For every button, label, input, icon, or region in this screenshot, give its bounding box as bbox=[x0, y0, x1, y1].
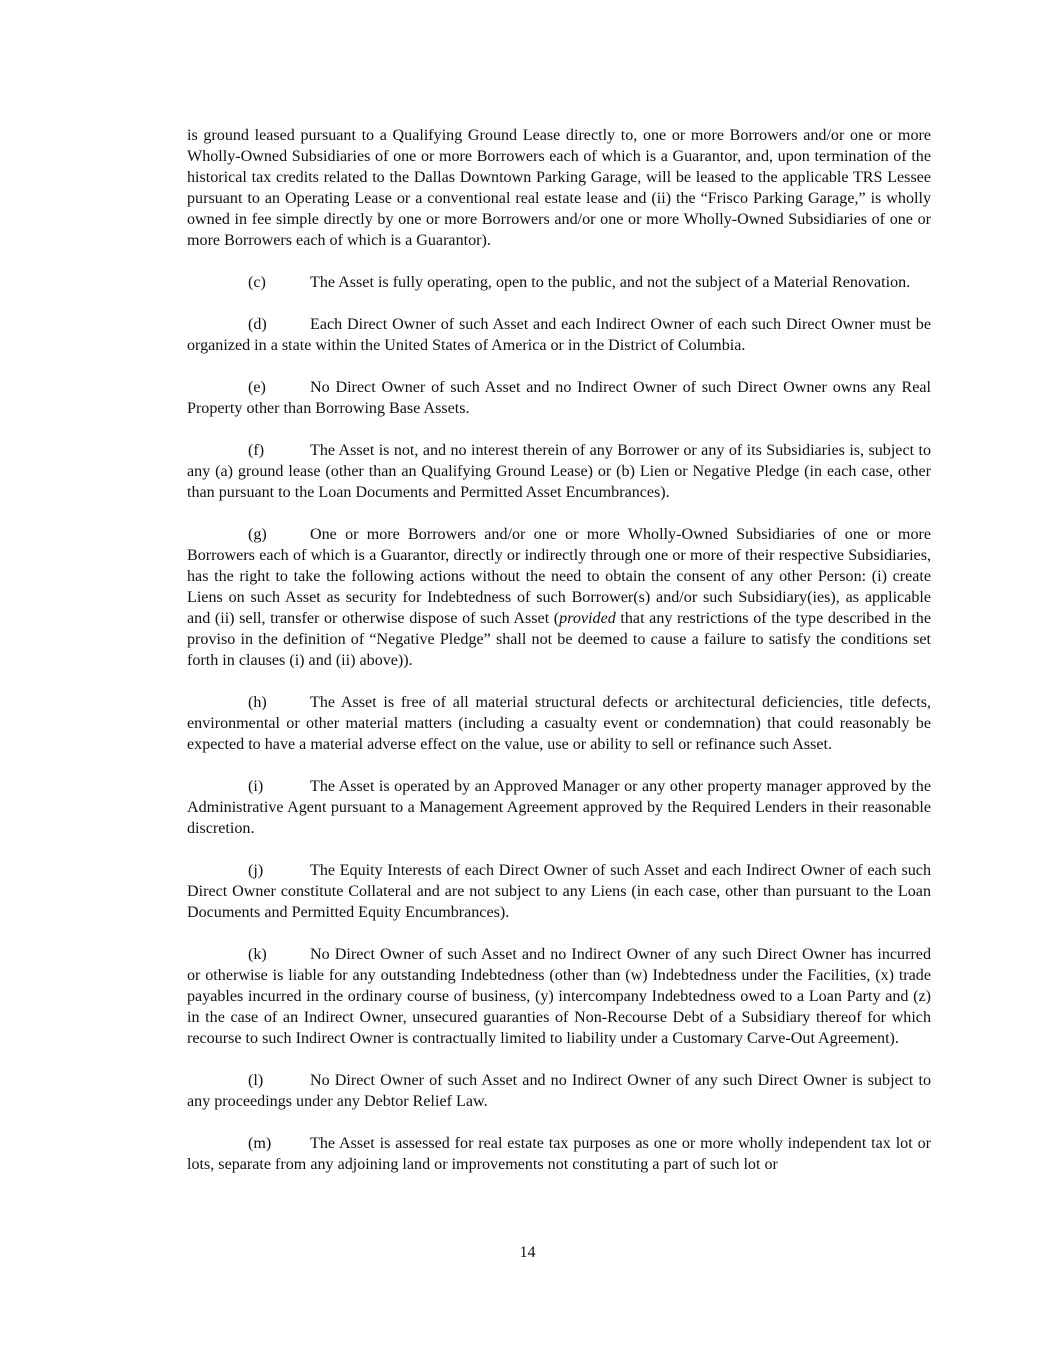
clause-m bbox=[187, 1133, 931, 1175]
clause-text: The Asset is not, and no interest therein of any Borrower or any of its Subsidiaries is, subject to any (a) ground lease (other than an Qualifying Ground Lease) or (b) Lien or Negative Pledge (in each case, other than pursuant to the Loan Documents and Permitted Asset Encumbrances). bbox=[187, 442, 931, 501]
clause-marker: (k) bbox=[248, 946, 267, 963]
clause-marker: (e) bbox=[248, 379, 266, 396]
clause-l bbox=[187, 1070, 931, 1112]
clause-g bbox=[187, 524, 931, 671]
clause-text: Each Direct Owner of such Asset and each Indirect Owner of each such Direct Owner must be organized in a state within the United States of America or in the District of Columbia. bbox=[187, 316, 931, 354]
clause-d bbox=[187, 314, 931, 356]
page-number: 14 bbox=[519, 1244, 536, 1261]
clause-marker: (f) bbox=[248, 442, 265, 459]
clause-j bbox=[187, 860, 931, 923]
clause-text-continued: that any restrictions of the type described in the proviso in the definition of “Negative Pledge” shall not be deemed to cause a failure to satisfy the conditions set forth in clauses (i) and (ii) above)). bbox=[187, 610, 931, 669]
clause-h bbox=[187, 692, 931, 755]
clause-e bbox=[187, 377, 931, 419]
clause-text: The Asset is fully operating, open to the public, and not the subject of a Material Renovation. bbox=[310, 274, 911, 291]
clause-emphasis: provided bbox=[559, 610, 616, 627]
document-body bbox=[187, 125, 931, 1196]
clause-f bbox=[187, 440, 931, 503]
clause-text: The Asset is operated by an Approved Manager or any other property manager approved by the Administrative Agent pursuant to a Management Agreement approved by the Required Lenders in their reasonable discretion. bbox=[187, 778, 931, 837]
clause-marker: (g) bbox=[248, 526, 267, 543]
clause-text: No Direct Owner of such Asset and no Indirect Owner of any such Direct Owner is subject to any proceedings under any Debtor Relief Law. bbox=[187, 1072, 931, 1110]
clause-text: One or more Borrowers and/or one or more Wholly-Owned Subsidiaries of one or more Borrowers each of which is a Guarantor, directly or indirectly through one or more of their respective Subsidiaries, has the right to take the following actions without the need to obtain the consent of any other Person: (i) create Liens on such Asset as security for Indebtedness of such Borrower(s) and/or such Subsidiary(ies), as applicable and (ii) sell, transfer or otherwise dispose of such Asset ( bbox=[187, 526, 931, 627]
clause-c bbox=[187, 272, 931, 293]
opening-paragraph: is ground leased pursuant to a Qualifying Ground Lease directly to, one or more Borrowers and/or one or more Wholly-Owned Subsidiaries of one or more Borrowers each of which is a Guarantor, and, upon termination of the historical tax credits related to the Dallas Downtown Parking Garage, will be leased to the applicable TRS Lessee pursuant to an Operating Lease or a conventional real estate lease and (ii) the “Frisco Parking Garage,” is wholly owned in fee simple directly by one or more Borrowers and/or one or more Wholly-Owned Subsidiaries of one or more Borrowers each of which is a Guarantor). bbox=[187, 127, 931, 249]
clause-marker: (c) bbox=[248, 274, 266, 291]
clause-marker: (l) bbox=[248, 1072, 264, 1089]
clause-marker: (d) bbox=[248, 316, 267, 333]
clause-text: The Equity Interests of each Direct Owner of such Asset and each Indirect Owner of each such Direct Owner constitute Collateral and are not subject to any Liens (in each case, other than pursuant to the Loan Documents and Permitted Equity Encumbrances). bbox=[187, 862, 931, 921]
clause-text: No Direct Owner of such Asset and no Indirect Owner of any such Direct Owner has incurred or otherwise is liable for any outstanding Indebtedness (other than (w) Indebtedness under the Facilities, (x) trade payables incurred in the ordinary course of business, (y) intercompany Indebtedness owed to a Loan Party and (z) in the case of an Indirect Owner, unsecured guaranties of Non-Recourse Debt of a Subsidiary thereof for which recourse to such Indirect Owner is contractually limited to liability under a Customary Carve-Out Agreement). bbox=[187, 946, 931, 1047]
clause-text: The Asset is free of all material structural defects or architectural deficiencies, title defects, environmental or other material matters (including a casualty event or condemnation) that could reasonably be expected to have a material adverse effect on the value, use or ability to sell or refinance such Asset. bbox=[187, 694, 931, 753]
clause-k bbox=[187, 944, 931, 1049]
clause-marker: (j) bbox=[248, 862, 264, 879]
clause-marker: (h) bbox=[248, 694, 267, 711]
clause-marker: (m) bbox=[248, 1135, 272, 1152]
clause-marker: (i) bbox=[248, 778, 264, 795]
clause-text: The Asset is assessed for real estate tax purposes as one or more wholly independent tax lot or lots, separate from any adjoining land or improvements not constituting a part of such lot or bbox=[187, 1135, 931, 1173]
clause-i bbox=[187, 776, 931, 839]
clause-text: No Direct Owner of such Asset and no Indirect Owner of such Direct Owner owns any Real Property other than Borrowing Base Assets. bbox=[187, 379, 931, 417]
